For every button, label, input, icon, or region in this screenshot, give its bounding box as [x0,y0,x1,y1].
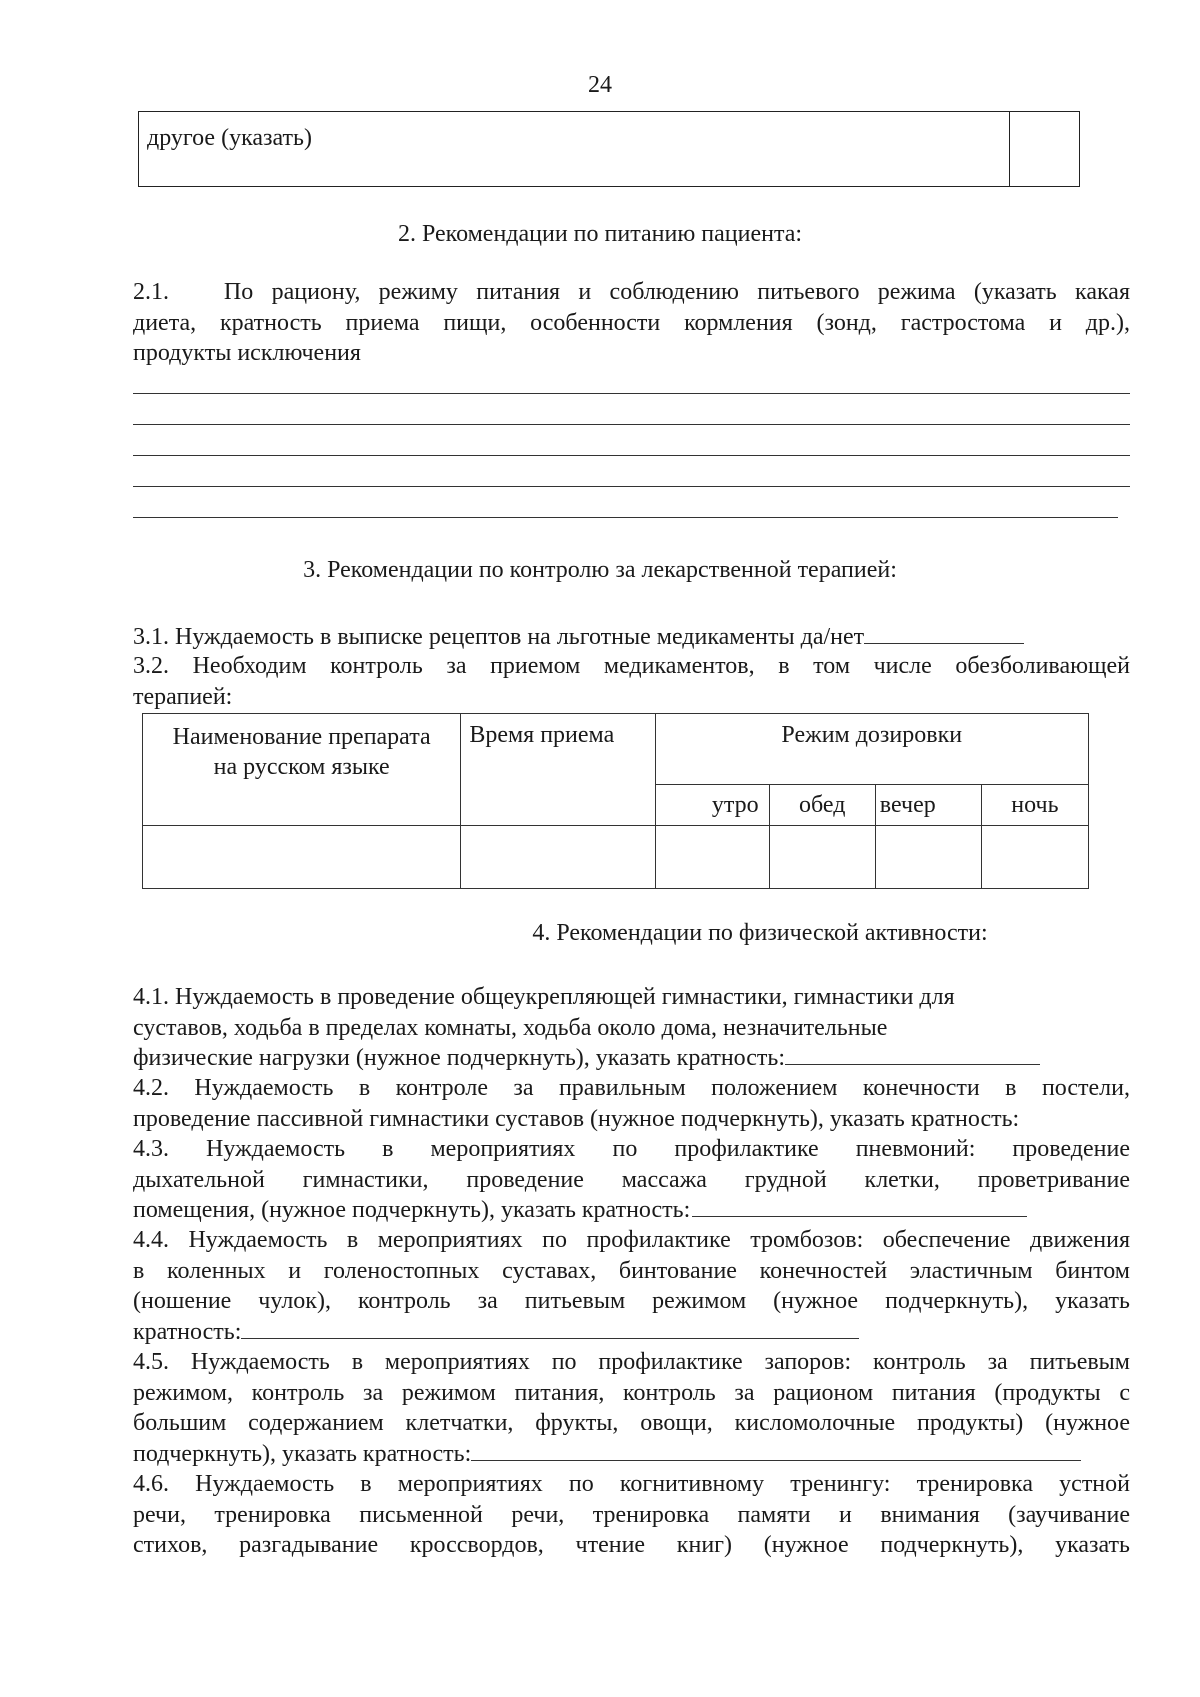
p43-line2: дыхательной гимнастики, проведение массажа грудной клетки, проветривание [133,1166,1130,1193]
col-drug-name-line1: Наименование препарата [172,724,431,750]
col-evening: вечер [875,785,981,826]
section-2-heading: 2. Рекомендации по питанию пациента: [397,221,803,247]
col-intake-time-header: Время приема [461,714,655,826]
paragraph-4-5 [133,1347,1130,1469]
col-drug-name-header [143,714,461,826]
p41-answer-line[interactable] [785,1046,1040,1065]
p45-line4-text: подчеркнуть), указать кратность: [133,1440,472,1467]
table-row [143,826,1089,889]
p45-line1: 4.5. Нуждаемость в мероприятиях по профилактике запоров: контроль за питьевым [133,1349,1130,1375]
cell-intake-time[interactable] [461,826,655,889]
paragraph-4-1 [133,982,1130,1074]
p41-line2: суставов, ходьба в пределах комнаты, ходьба около дома, незначительные [133,1014,888,1041]
p44-line2: в коленных и голеностопных суставах, бинтование конечностей эластичным бинтом [133,1257,1130,1284]
p45-line3: большим содержанием клетчатки, фрукты, овощи, кисломолочные продукты) (нужное [133,1410,1130,1436]
medication-table [142,713,1089,889]
cell-evening[interactable] [875,826,981,889]
paragraph-3-2 [133,651,1130,712]
p41-line1: 4.1. Нуждаемость в проведение общеукрепляющей гимнастики, гимнастики для [133,984,955,1010]
cell-noon[interactable] [769,826,875,889]
p44-answer-line[interactable] [241,1320,859,1339]
paragraph-4-3 [133,1134,1130,1226]
p44-line3: (ношение чулок), контроль за питьевым режимом (нужное подчеркнуть), указать [133,1288,1130,1314]
p43-line3-text: помещения, (нужное подчеркнуть), указать кратность: [133,1197,691,1223]
p44-line1: 4.4. Нуждаемость в мероприятиях по профилактике тромбозов: обеспечение движения [133,1227,1130,1253]
col-drug-name-line2: на русском языке [213,754,390,780]
p31-text: 3.1. Нуждаемость в выписке рецептов на льготные медикаменты да/нет [133,624,865,650]
answer-line-1[interactable] [133,393,1130,394]
p21-line3: продукты исключения [133,340,361,366]
p46-line3: стихов, разгадывание кроссвордов, чтение книг) (нужное подчеркнуть), указать [133,1532,1130,1558]
cell-morning[interactable] [655,826,769,889]
p44-line4-text: кратность: [133,1318,242,1345]
paragraph-4-6 [133,1469,1130,1561]
p21-line2: диета, кратность приема пищи, особенности кормления (зонд, гастростома и др.), [133,309,1130,336]
p31-answer-line[interactable] [864,625,1024,644]
p32-line1: 3.2. Необходим контроль за приемом медикаментов, в том числе обезболивающей [133,653,1130,679]
p44-line4 [133,1317,1130,1348]
section-3-heading: 3. Рекомендации по контролю за лекарственной терапией: [303,557,897,583]
answer-line-5[interactable] [133,517,1118,518]
paragraph-3-1 [133,622,1130,653]
other-specify-row [138,111,1080,187]
p41-line3 [133,1043,1130,1074]
p31-line [133,622,1130,653]
p45-line2: режимом, контроль за режимом питания, контроль за рационом питания (продукты с [133,1379,1130,1406]
col-noon: обед [769,785,875,826]
col-dosage-header: Режим дозировки [655,714,1088,785]
paragraph-4-2 [133,1073,1130,1134]
page-number: 24 [588,72,612,98]
cell-drug-name[interactable] [143,826,461,889]
p46-line1: 4.6. Нуждаемость в мероприятиях по когнитивному тренингу: тренировка устной [133,1471,1130,1497]
answer-line-3[interactable] [133,455,1130,456]
answer-line-4[interactable] [133,486,1130,487]
other-specify-label: другое (указать) [147,125,312,151]
p43-answer-line[interactable] [692,1198,1027,1217]
p45-line4 [133,1439,1130,1470]
p21-line1: 2.1. По рациону, режиму питания и соблюдению питьевого режима (указать какая [133,279,1130,305]
paragraph-4-4 [133,1225,1130,1347]
p43-line3 [133,1195,1130,1226]
p41-line3-text: физические нагрузки (нужное подчеркнуть), указать кратность: [133,1045,786,1071]
p45-answer-line[interactable] [471,1442,1081,1461]
p43-line1: 4.3. Нуждаемость в мероприятиях по профилактике пневмоний: проведение [133,1136,1130,1162]
p32-line2: терапией: [133,683,233,710]
p42-line2: проведение пассивной гимнастики суставов (нужное подчеркнуть), указать кратность: [133,1105,1020,1132]
col-morning: утро [655,785,769,826]
col-night: ночь [981,785,1088,826]
cell-night[interactable] [981,826,1088,889]
section-4-heading: 4. Рекомендации по физической активности: [532,920,988,946]
paragraph-2-1 [133,277,1130,369]
checkbox-cell-divider [1009,111,1010,187]
answer-line-2[interactable] [133,424,1130,425]
p42-line1: 4.2. Нуждаемость в контроле за правильным положением конечности в постели, [133,1075,1130,1101]
p46-line2: речи, тренировка письменной речи, тренировка памяти и внимания (заучивание [133,1501,1130,1528]
